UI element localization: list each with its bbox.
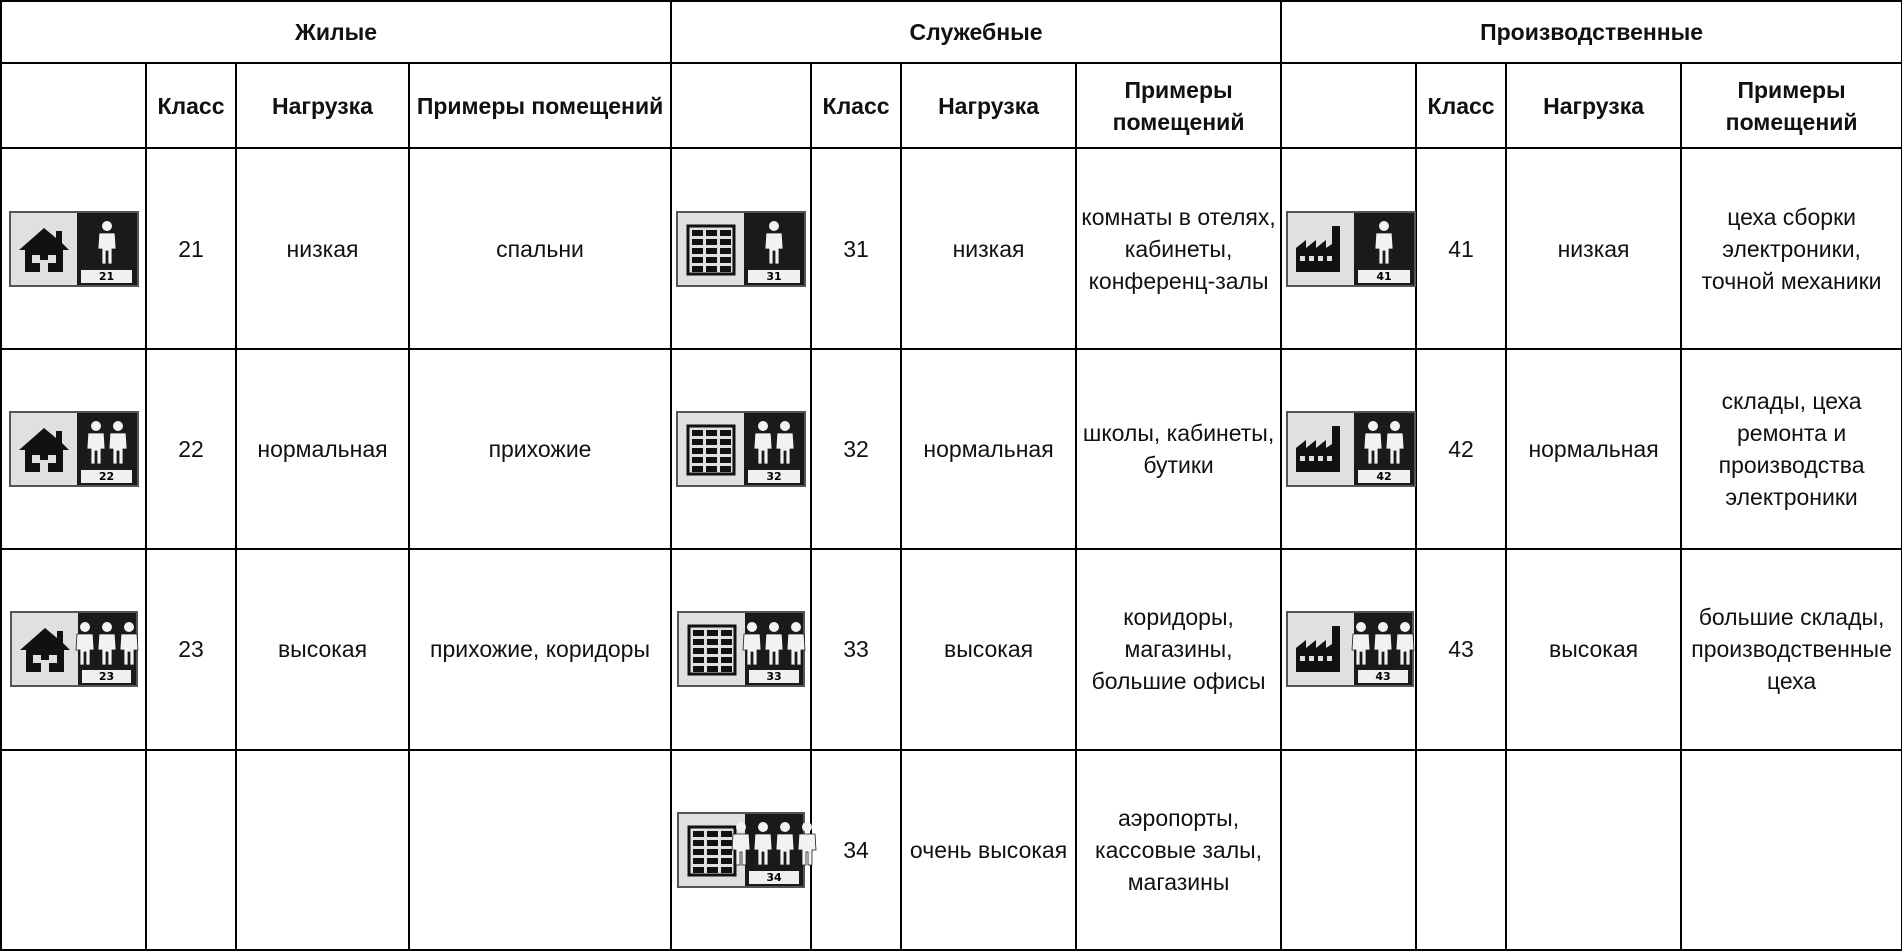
pictogram-class-number: 23 <box>82 670 132 683</box>
persons-icon <box>1354 613 1412 685</box>
load-class-pictogram <box>677 812 805 888</box>
persons-icon <box>1354 413 1414 485</box>
industrial-examples-cell: большие склады, производственные цеха <box>1681 549 1902 749</box>
residential-class-cell: 22 <box>146 349 236 549</box>
pictogram-class-number: 43 <box>1358 670 1408 683</box>
header-load: Нагрузка <box>1506 63 1681 148</box>
load-class-pictogram <box>1286 611 1414 687</box>
industrial-examples-cell: цеха сборки электроники, точной механики <box>1681 148 1902 348</box>
industrial-class-cell: 42 <box>1416 349 1506 549</box>
industrial-examples-cell: склады, цеха ремонта и производства электроники <box>1681 349 1902 549</box>
load-class-pictogram <box>676 211 806 287</box>
service-class-cell: 34 <box>811 750 901 950</box>
header-class: Класс <box>1416 63 1506 148</box>
load-class-pictogram <box>9 411 139 487</box>
persons-icon <box>77 413 137 485</box>
industrial-load-cell: нормальная <box>1506 349 1681 549</box>
load-class-pictogram <box>1286 211 1416 287</box>
factory-icon <box>1288 613 1354 685</box>
residential-pictogram-cell <box>1 750 146 950</box>
residential-examples-cell <box>409 750 671 950</box>
industrial-class-cell: 43 <box>1416 549 1506 749</box>
residential-class-cell: 23 <box>146 549 236 749</box>
service-pictogram-cell <box>671 750 811 950</box>
group-service: Служебные <box>671 1 1281 63</box>
group-header-row <box>1 1 1902 63</box>
service-load-cell: низкая <box>901 148 1076 348</box>
header-pictogram-industrial <box>1281 63 1416 148</box>
load-class-pictogram <box>10 611 138 687</box>
service-class-cell: 32 <box>811 349 901 549</box>
pictogram-class-number: 31 <box>748 270 800 283</box>
industrial-class-cell <box>1416 750 1506 950</box>
industrial-load-cell: низкая <box>1506 148 1681 348</box>
industrial-pictogram-cell <box>1281 349 1416 549</box>
office-building-icon <box>678 213 744 285</box>
industrial-pictogram-cell <box>1281 148 1416 348</box>
residential-class-cell <box>146 750 236 950</box>
persons-icon <box>745 613 803 685</box>
table-row <box>1 750 1902 950</box>
house-icon <box>12 613 78 685</box>
office-building-icon <box>678 413 744 485</box>
residential-class-cell: 21 <box>146 148 236 348</box>
persons-icon <box>78 613 136 685</box>
load-class-pictogram <box>677 611 805 687</box>
industrial-pictogram-cell <box>1281 549 1416 749</box>
factory-icon <box>1288 413 1354 485</box>
residential-pictogram-cell <box>1 349 146 549</box>
residential-examples-cell: прихожие, коридоры <box>409 549 671 749</box>
house-icon <box>11 213 77 285</box>
industrial-load-cell <box>1506 750 1681 950</box>
industrial-examples-cell <box>1681 750 1902 950</box>
residential-examples-cell: прихожие <box>409 349 671 549</box>
header-load: Нагрузка <box>901 63 1076 148</box>
persons-icon <box>744 413 804 485</box>
office-building-icon <box>679 613 745 685</box>
service-load-cell: очень высокая <box>901 750 1076 950</box>
pictogram-class-number: 42 <box>1358 470 1410 483</box>
service-examples-cell: коридоры, магазины, большие офисы <box>1076 549 1281 749</box>
service-examples-cell: школы, кабинеты, бутики <box>1076 349 1281 549</box>
industrial-class-cell: 41 <box>1416 148 1506 348</box>
group-industrial: Производственные <box>1281 1 1902 63</box>
industrial-load-cell: высокая <box>1506 549 1681 749</box>
column-header-row <box>1 63 1902 148</box>
pictogram-class-number: 41 <box>1358 270 1410 283</box>
header-pictogram-service <box>671 63 811 148</box>
header-class: Класс <box>146 63 236 148</box>
header-class: Класс <box>811 63 901 148</box>
header-pictogram-residential <box>1 63 146 148</box>
service-class-cell: 33 <box>811 549 901 749</box>
persons-icon <box>1354 213 1414 285</box>
service-load-cell: высокая <box>901 549 1076 749</box>
persons-icon <box>744 213 804 285</box>
residential-pictogram-cell <box>1 148 146 348</box>
pictogram-class-number: 33 <box>749 670 799 683</box>
service-load-cell: нормальная <box>901 349 1076 549</box>
service-pictogram-cell <box>671 549 811 749</box>
service-pictogram-cell <box>671 148 811 348</box>
service-examples-cell: аэропорты, кассовые залы, магазины <box>1076 750 1281 950</box>
pictogram-class-number: 22 <box>81 470 133 483</box>
pictogram-class-number: 21 <box>81 270 133 283</box>
service-class-cell: 31 <box>811 148 901 348</box>
table-row <box>1 349 1902 549</box>
header-load: Нагрузка <box>236 63 409 148</box>
table-row <box>1 549 1902 749</box>
load-class-pictogram <box>1286 411 1416 487</box>
residential-examples-cell: спальни <box>409 148 671 348</box>
header-examples: Примеры помещений <box>409 63 671 148</box>
table-row <box>1 148 1902 348</box>
header-examples: Примеры помещений <box>1681 63 1902 148</box>
persons-icon <box>77 213 137 285</box>
industrial-pictogram-cell <box>1281 750 1416 950</box>
house-icon <box>11 413 77 485</box>
residential-load-cell: низкая <box>236 148 409 348</box>
pictogram-class-number: 32 <box>748 470 800 483</box>
factory-icon <box>1288 213 1354 285</box>
service-pictogram-cell <box>671 349 811 549</box>
residential-pictogram-cell <box>1 549 146 749</box>
persons-icon <box>745 814 803 886</box>
header-examples: Примеры помещений <box>1076 63 1281 148</box>
residential-load-cell: нормальная <box>236 349 409 549</box>
residential-load-cell: высокая <box>236 549 409 749</box>
group-residential: Жилые <box>1 1 671 63</box>
service-examples-cell: комнаты в отелях, кабинеты, конференц-залы <box>1076 148 1281 348</box>
load-class-pictogram <box>9 211 139 287</box>
pictogram-class-number: 34 <box>749 871 799 884</box>
residential-load-cell <box>236 750 409 950</box>
load-class-pictogram <box>676 411 806 487</box>
